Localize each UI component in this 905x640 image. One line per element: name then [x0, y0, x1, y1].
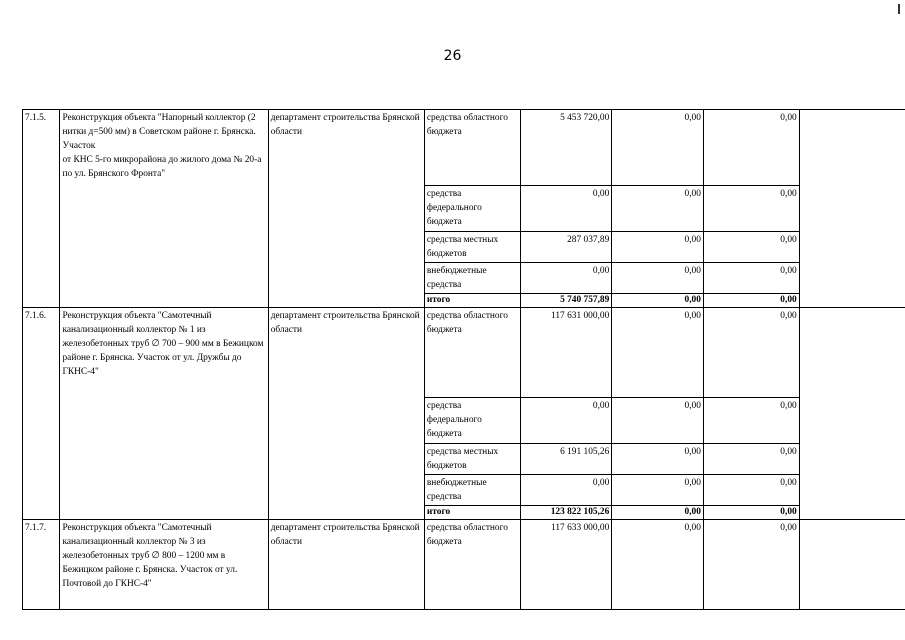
empty-cell — [799, 520, 905, 610]
scan-edge-mark — [898, 4, 900, 14]
project-name: Реконструкция объекта "Самотечный канализационный коллектор № 3 из железобетонных труб ∅ 800 – 1200 мм в Бежицком районе г. Брянска. Участок от ул. Почтовой до ГКНС-4" — [60, 520, 268, 610]
amount-cell: 0,00 — [703, 232, 799, 263]
amount-cell: 0,00 — [612, 232, 704, 263]
item-number: 7.1.7. — [23, 520, 60, 610]
amount-cell: 0,00 — [612, 398, 704, 444]
total-amount: 5 740 757,89 — [520, 294, 612, 308]
executor: департамент строительства Брянской области — [268, 520, 424, 610]
amount-cell: 0,00 — [703, 475, 799, 506]
amount-cell: 0,00 — [703, 444, 799, 475]
amount-cell: 0,00 — [612, 475, 704, 506]
amount-cell: 0,00 — [703, 263, 799, 294]
empty-cell — [799, 110, 905, 308]
amount-cell: 0,00 — [612, 520, 704, 610]
empty-cell — [799, 308, 905, 520]
funding-source: средства местных бюджетов — [424, 444, 520, 475]
amount-cell: 0,00 — [520, 398, 612, 444]
amount-cell: 0,00 — [612, 186, 704, 232]
amount-cell: 0,00 — [520, 475, 612, 506]
funding-source: средства областного бюджета — [424, 110, 520, 186]
executor: департамент строительства Брянской области — [268, 110, 424, 308]
total-label: итого — [424, 506, 520, 520]
total-amount: 0,00 — [612, 294, 704, 308]
amount-cell: 0,00 — [703, 398, 799, 444]
executor: департамент строительства Брянской области — [268, 308, 424, 520]
amount-cell: 117 633 000,00 — [520, 520, 612, 610]
project-name: Реконструкция объекта "Самотечный канализационный коллектор № 1 из железобетонных труб ∅ 700 – 900 мм в Бежицком районе г. Брянска. Участок от ул. Дружбы до ГКНС-4" — [60, 308, 268, 520]
item-number: 7.1.6. — [23, 308, 60, 520]
amount-cell: 0,00 — [612, 263, 704, 294]
total-amount: 123 822 105,26 — [520, 506, 612, 520]
amount-cell: 0,00 — [612, 308, 704, 398]
project-name: Реконструкция объекта "Напорный коллектор (2 нитки д=500 мм) в Советском районе г. Брянска. Участок от КНС 5-го микрорайона до жилого дома № 20-а по ул. Брянского Фронта" — [60, 110, 268, 308]
amount-cell: 287 037,89 — [520, 232, 612, 263]
amount-cell: 0,00 — [703, 186, 799, 232]
amount-cell: 0,00 — [703, 110, 799, 186]
funding-source: внебюджетные средства — [424, 263, 520, 294]
amount-cell: 5 453 720,00 — [520, 110, 612, 186]
amount-cell: 0,00 — [703, 520, 799, 610]
funding-source: средства областного бюджета — [424, 520, 520, 610]
amount-cell: 0,00 — [703, 308, 799, 398]
funding-table — [22, 109, 905, 610]
amount-cell: 6 191 105,26 — [520, 444, 612, 475]
amount-cell: 117 631 000,00 — [520, 308, 612, 398]
total-label: итого — [424, 294, 520, 308]
total-amount: 0,00 — [703, 294, 799, 308]
table-row — [23, 520, 905, 610]
amount-cell: 0,00 — [612, 444, 704, 475]
table-row — [23, 308, 905, 398]
funding-source: средства областного бюджета — [424, 308, 520, 398]
total-amount: 0,00 — [612, 506, 704, 520]
amount-cell: 0,00 — [520, 263, 612, 294]
page-number: 26 — [443, 48, 462, 64]
funding-source: средства федерального бюджета — [424, 398, 520, 444]
table-row — [23, 110, 905, 186]
funding-source: внебюджетные средства — [424, 475, 520, 506]
total-amount: 0,00 — [703, 506, 799, 520]
funding-source: средства федерального бюджета — [424, 186, 520, 232]
funding-source: средства местных бюджетов — [424, 232, 520, 263]
amount-cell: 0,00 — [612, 110, 704, 186]
amount-cell: 0,00 — [520, 186, 612, 232]
item-number: 7.1.5. — [23, 110, 60, 308]
